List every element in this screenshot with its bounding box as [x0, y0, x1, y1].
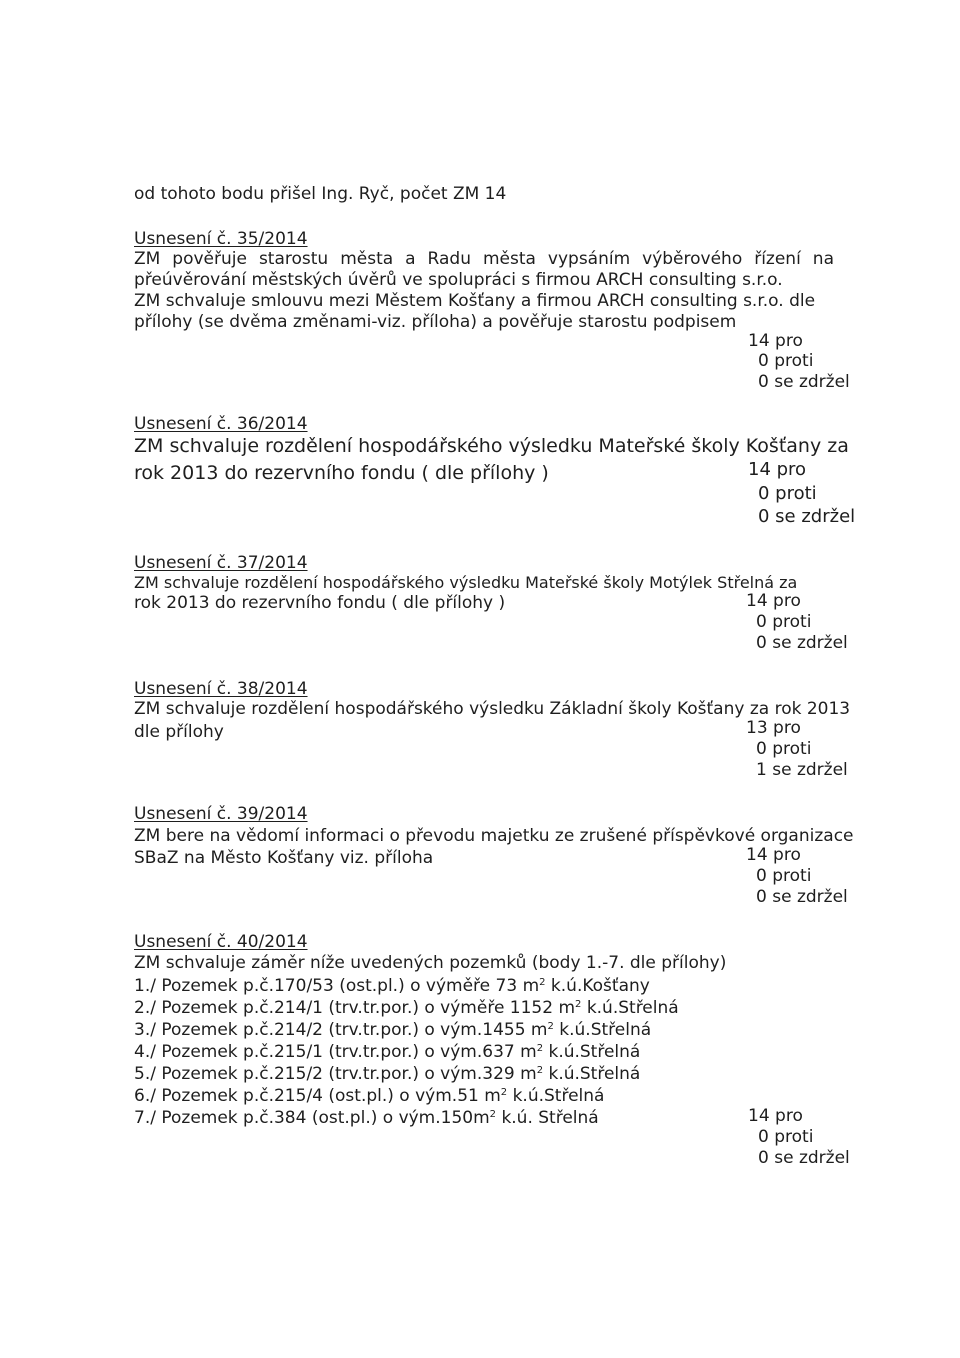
parcel-text: 6./ Pozemek p.č.215/4 (ost.pl.) o vým.51 m — [134, 1086, 501, 1106]
parcel-item — [134, 1086, 604, 1106]
resolution-37-title: Usnesení č. 37/2014 — [134, 553, 308, 573]
resolution-38-title: Usnesení č. 38/2014 — [134, 679, 308, 699]
resolution-39-line-2: SBaZ na Město Košťany viz. příloha — [134, 848, 434, 868]
parcel-item — [134, 1064, 640, 1084]
cadastral-area: k.ú.Košťany — [550, 976, 650, 996]
resolution-40-line-1: ZM schvaluje záměr níže uvedených pozemků (body 1.-7. dle přílohy) — [134, 953, 727, 973]
resolution-35-line-2: přeúvěrování městských úvěrů ve spolupráci s firmou ARCH consulting s.r.o. — [134, 270, 783, 290]
cadastral-area: k.ú.Střelná — [548, 1042, 641, 1062]
resolution-37-votes-for: 14 pro — [746, 591, 801, 611]
resolution-35-line-1: ZM pověřuje starostu města a Radu města vypsáním výběrového řízení na — [134, 249, 834, 269]
resolution-38-votes-against: 0 proti — [756, 739, 812, 759]
resolution-36-line-1: ZM schvaluje rozdělení hospodářského výsledku Mateřské školy Košťany za — [134, 435, 849, 457]
resolution-37-line-2: rok 2013 do rezervního fondu ( dle přílohy ) — [134, 593, 506, 613]
resolution-39-votes-for: 14 pro — [746, 845, 801, 865]
resolution-35-votes-for: 14 pro — [748, 331, 803, 351]
parcel-text: 3./ Pozemek p.č.214/2 (trv.tr.por.) o vým.1455 m — [134, 1020, 548, 1040]
intro-line: od tohoto bodu přišel Ing. Ryč, počet ZM 14 — [134, 184, 507, 204]
resolution-36-abstained: 0 se zdržel — [758, 506, 856, 527]
square-unit: 2 — [536, 1065, 544, 1076]
resolution-40-title: Usnesení č. 40/2014 — [134, 932, 308, 952]
parcel-text: 1./ Pozemek p.č.170/53 (ost.pl.) o výměře 73 m — [134, 976, 540, 996]
resolution-40-votes-against: 0 proti — [758, 1127, 814, 1147]
parcel-item — [134, 998, 679, 1018]
resolution-38-line-1: ZM schvaluje rozdělení hospodářského výsledku Základní školy Košťany za rok 2013 — [134, 699, 851, 719]
resolution-38-votes-for: 13 pro — [746, 718, 801, 738]
resolution-36-line-2: rok 2013 do rezervního fondu ( dle přílohy ) — [134, 462, 549, 484]
cadastral-area: k.ú.Střelná — [586, 998, 679, 1018]
parcel-item — [134, 1020, 651, 1040]
resolution-35-abstained: 0 se zdržel — [758, 372, 850, 392]
resolution-39-line-1: ZM bere na vědomí informaci o převodu majetku ze zrušené příspěvkové organizace — [134, 826, 854, 846]
resolution-38-line-2: dle přílohy — [134, 722, 224, 742]
square-unit: 2 — [489, 1109, 497, 1120]
cadastral-area: k.ú.Střelná — [512, 1086, 605, 1106]
resolution-35-line-3: ZM schvaluje smlouvu mezi Městem Košťany a firmou ARCH consulting s.r.o. dle — [134, 291, 816, 311]
square-unit: 2 — [575, 999, 582, 1010]
cadastral-area: k.ú.Střelná — [559, 1020, 652, 1040]
resolution-35-title: Usnesení č. 35/2014 — [134, 229, 308, 249]
resolution-39-abstained: 0 se zdržel — [756, 887, 848, 907]
cadastral-area: k.ú.Střelná — [548, 1064, 641, 1084]
resolution-37-votes-against: 0 proti — [756, 612, 812, 632]
resolution-38-abstained: 1 se zdržel — [756, 760, 848, 780]
resolution-35-line-4: přílohy (se dvěma změnami-viz. příloha) a pověřuje starostu podpisem — [134, 312, 737, 332]
parcel-item — [134, 1108, 599, 1128]
resolution-36-votes-for: 14 pro — [748, 459, 807, 480]
resolution-37-abstained: 0 se zdržel — [756, 633, 848, 653]
square-unit: 2 — [536, 1043, 544, 1054]
resolution-35-votes-against: 0 proti — [758, 351, 814, 371]
square-unit: 2 — [539, 977, 546, 988]
parcel-text: 7./ Pozemek p.č.384 (ost.pl.) o vým.150m — [134, 1108, 490, 1128]
cadastral-area: k.ú. Střelná — [501, 1108, 599, 1128]
parcel-text: 5./ Pozemek p.č.215/2 (trv.tr.por.) o vým.329 m — [134, 1064, 537, 1084]
parcel-item — [134, 1042, 640, 1062]
resolution-39-votes-against: 0 proti — [756, 866, 812, 886]
parcel-item — [134, 976, 650, 996]
resolution-39-title: Usnesení č. 39/2014 — [134, 804, 308, 824]
parcel-text: 2./ Pozemek p.č.214/1 (trv.tr.por.) o výměře 1152 m — [134, 998, 576, 1018]
resolution-40-votes-for: 14 pro — [748, 1106, 803, 1126]
square-unit: 2 — [547, 1021, 554, 1032]
resolution-37-line-1: ZM schvaluje rozdělení hospodářského výsledku Mateřské školy Motýlek Střelná za — [134, 573, 798, 592]
resolution-40-abstained: 0 se zdržel — [758, 1148, 850, 1168]
parcel-text: 4./ Pozemek p.č.215/1 (trv.tr.por.) o vým.637 m — [134, 1042, 537, 1062]
square-unit: 2 — [500, 1087, 508, 1098]
resolution-36-votes-against: 0 proti — [758, 483, 817, 504]
resolution-36-title: Usnesení č. 36/2014 — [134, 414, 308, 434]
